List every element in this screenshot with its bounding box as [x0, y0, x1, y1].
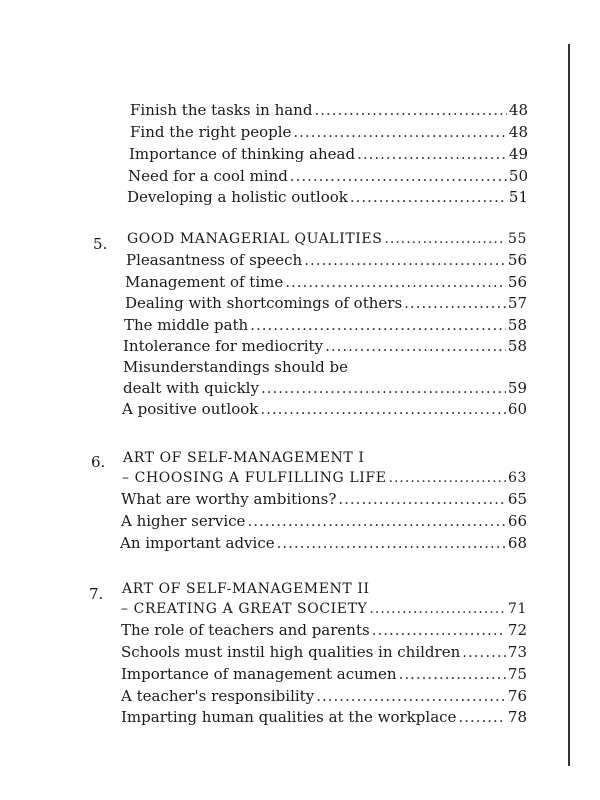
- toc-entry: [125, 293, 527, 313]
- toc-entry-page: 58: [507, 337, 527, 355]
- toc-entry: [129, 144, 528, 164]
- toc-entry-label: Intolerance for mediocrity: [123, 337, 324, 355]
- toc-entry: [121, 620, 527, 640]
- toc-entry: [130, 122, 528, 142]
- leader-dots: [384, 229, 506, 249]
- toc-entry-page: 78: [507, 708, 527, 726]
- toc-entry: [127, 187, 528, 207]
- section-title: [122, 468, 527, 488]
- toc-entry-label: Dealing with shortcomings of others: [125, 294, 403, 312]
- section-title-label: ART OF SELF-MANAGEMENT II: [122, 581, 370, 597]
- toc-entry: [121, 664, 527, 684]
- toc-entry-label: A higher service: [121, 512, 246, 530]
- toc-entry-label: dealt with quickly: [123, 379, 259, 397]
- toc-entry: [123, 378, 527, 398]
- toc-entry: [121, 707, 527, 727]
- toc-entry-page: 65: [507, 490, 527, 508]
- toc-entry: [130, 100, 528, 120]
- section-number: 7.: [89, 585, 104, 603]
- section-title-label: ART OF SELF-MANAGEMENT I: [123, 450, 365, 466]
- toc-entry: [121, 489, 527, 509]
- toc-entry-page: 49: [508, 145, 528, 163]
- leader-dots: [458, 707, 505, 727]
- leader-dots: [285, 272, 506, 292]
- leader-dots: [350, 187, 507, 207]
- toc-entry-page: 68: [507, 534, 527, 552]
- section-number: 5.: [93, 235, 108, 253]
- toc-entry-label: Schools must instil high qualities in children: [121, 643, 461, 661]
- toc-entry-label: Pleasantness of speech: [126, 251, 303, 269]
- toc-entry: [121, 686, 527, 706]
- toc-entry-label: Find the right people: [130, 123, 292, 141]
- toc-entry-page: 72: [507, 621, 527, 639]
- leader-dots: [404, 293, 506, 313]
- leader-dots: [338, 489, 506, 509]
- toc-entry-page: 51: [508, 188, 528, 206]
- section-number: 6.: [91, 453, 106, 471]
- toc-entry-page: 50: [508, 167, 528, 185]
- toc-entry-label: An important advice: [120, 534, 275, 552]
- leader-dots: [389, 468, 506, 488]
- toc-entry-label: Importance of thinking ahead: [129, 145, 356, 163]
- toc-entry-label: Management of time: [125, 273, 284, 291]
- section-title-label: GOOD MANAGERIAL QUALITIES: [127, 231, 383, 247]
- toc-entry-page: 48: [508, 101, 528, 119]
- toc-entry-label: Importance of management acumen: [121, 665, 397, 683]
- section-title-page: 63: [507, 470, 527, 486]
- leader-dots: [357, 144, 507, 164]
- leader-dots: [462, 642, 506, 662]
- section-title: [127, 229, 527, 249]
- toc-entry: [126, 250, 527, 270]
- toc-entry-page: 75: [507, 665, 527, 683]
- leader-dots: [260, 399, 506, 419]
- toc-entry-label: The role of teachers and parents: [121, 621, 370, 639]
- leader-dots: [247, 511, 505, 531]
- toc-entry-label: Imparting human qualities at the workplace: [121, 708, 457, 726]
- toc-entry: [123, 336, 527, 356]
- toc-entry-page: 57: [507, 294, 527, 312]
- leader-dots: [290, 166, 507, 186]
- toc-entry-page: 56: [507, 251, 527, 269]
- toc-entry-page: 60: [507, 400, 527, 418]
- section-title-page: 71: [507, 601, 527, 617]
- section-title-page: 55: [507, 231, 527, 247]
- section-title: [121, 599, 527, 619]
- leader-dots: [369, 599, 506, 619]
- section-title: [123, 448, 523, 468]
- leader-dots: [261, 378, 506, 398]
- toc-entry-label: A teacher's responsibility: [121, 687, 315, 705]
- toc-entry-page: 59: [507, 379, 527, 397]
- toc-entry-label: Developing a holistic outlook: [127, 188, 348, 206]
- leader-dots: [399, 664, 506, 684]
- toc-entry-page: 76: [507, 687, 527, 705]
- toc-entry-label: Misunderstandings should be: [123, 358, 348, 376]
- leader-dots: [316, 686, 506, 706]
- toc-entry: [128, 166, 528, 186]
- page-edge-rule: [568, 44, 570, 766]
- section-title-label: – CREATING A GREAT SOCIETY: [121, 601, 368, 617]
- leader-dots: [250, 315, 506, 335]
- toc-entry: [121, 642, 527, 662]
- leader-dots: [277, 533, 506, 553]
- toc-entry: [120, 533, 527, 553]
- toc-entry-label: What are worthy ambitions?: [121, 490, 337, 508]
- toc-entry-page: 73: [507, 643, 527, 661]
- toc-entry-label: A positive outlook: [122, 400, 259, 418]
- toc-entry: [121, 511, 527, 531]
- toc-entry-page: 66: [507, 512, 527, 530]
- toc-entry-page: 56: [507, 273, 527, 291]
- toc-entry-label: Finish the tasks in hand: [130, 101, 313, 119]
- leader-dots: [304, 250, 506, 270]
- section-title-label: – CHOOSING A FULFILLING LIFE: [122, 470, 387, 486]
- toc-entry: [123, 357, 527, 377]
- toc-entry: [125, 272, 527, 292]
- toc-entry: [122, 399, 527, 419]
- leader-dots: [372, 620, 506, 640]
- toc-entry: [124, 315, 527, 335]
- toc-entry-page: 48: [508, 123, 528, 141]
- leader-dots: [293, 122, 507, 142]
- toc-entry-page: 58: [507, 316, 527, 334]
- toc-entry-label: Need for a cool mind: [128, 167, 288, 185]
- leader-dots: [325, 336, 506, 356]
- toc-entry-label: The middle path: [124, 316, 249, 334]
- section-title: [122, 579, 522, 599]
- leader-dots: [314, 100, 506, 120]
